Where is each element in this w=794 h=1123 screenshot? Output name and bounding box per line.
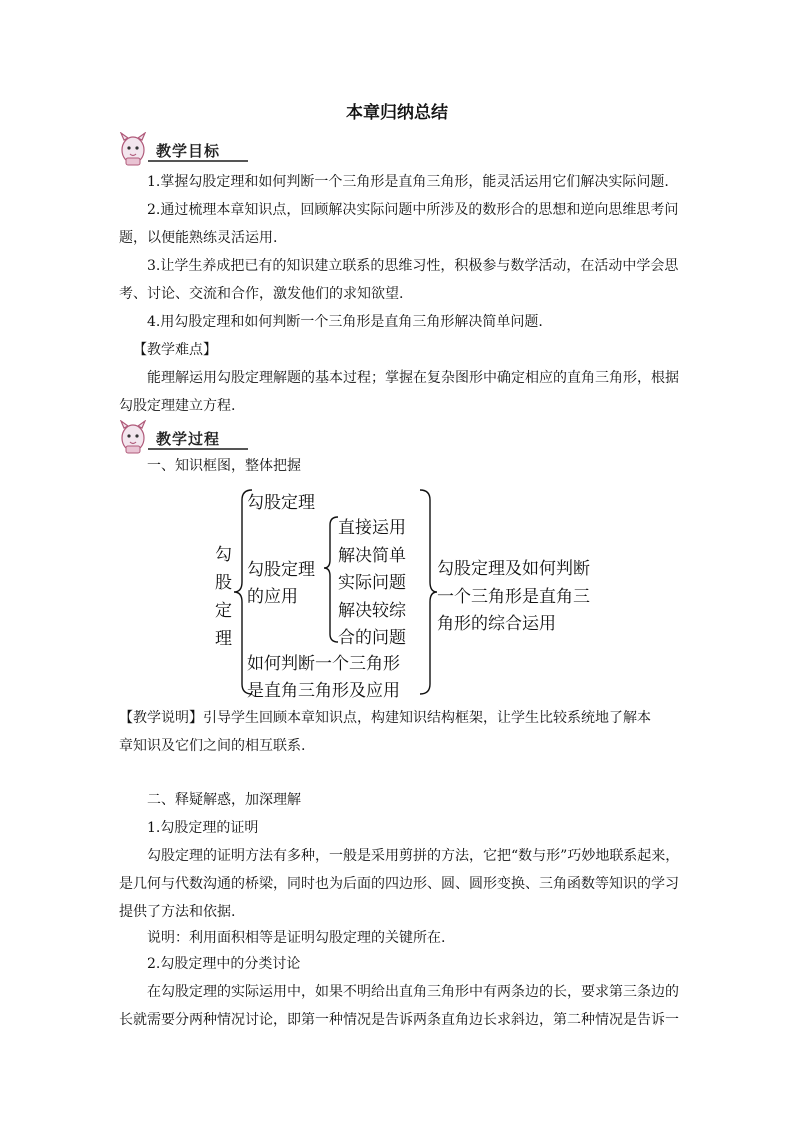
root-char-1: 勾	[215, 545, 232, 565]
root-char-3: 定	[215, 601, 232, 621]
part2-heading: 二、释疑解惑，加深理解	[147, 792, 301, 808]
difficulty-line-2: 勾股定理建立方程.	[119, 398, 236, 414]
difficulty-line-1: 能理解运用勾股定理解题的基本过程；掌握在复杂图形中确定相应的直角三角形，根据	[147, 370, 679, 386]
root-char-2: 股	[215, 573, 232, 593]
item2-body-1: 在勾股定理的实际运用中，如果不明给出直角三角形中有两条边的长，要求第三条边的	[147, 984, 679, 1000]
objective-3-cont: 考、讨论、交流和合作，激发他们的求知欲望.	[119, 286, 404, 302]
item-judge-2: 是直角三角形及应用	[247, 681, 400, 701]
difficulty-heading: 【教学难点】	[133, 342, 217, 358]
brace-main	[234, 490, 252, 694]
cartoon-icon	[118, 132, 148, 166]
objective-2: 2.通过梳理本章知识点，回顾解决实际问题中所涉及的数形合的思想和逆向思维思考问	[147, 202, 679, 218]
cartoon-icon	[118, 420, 148, 454]
item1-body-1: 勾股定理的证明方法有多种，一般是采用剪拼的方法，它把“数与形”巧妙地联系起来，	[147, 848, 680, 864]
item-application-2: 的应用	[247, 587, 298, 607]
section-label: 教学目标	[156, 142, 221, 160]
item1-body-3: 提供了方法和依据.	[119, 904, 236, 920]
result-line-1: 勾股定理及如何判断	[437, 559, 590, 579]
sub-item-1: 直接运用	[338, 518, 406, 538]
objective-1: 1.掌握勾股定理和如何判断一个三角形是直角三角形，能灵活运用它们解决实际问题.	[147, 174, 669, 190]
sub-item-5: 合的问题	[338, 628, 406, 648]
part1-heading: 一、知识框图，整体把握	[147, 458, 301, 474]
item2-body-2: 长就需要分两种情况讨论，即第一种情况是告诉两条直角边长求斜边，第二种情况是告诉一	[119, 1012, 679, 1028]
note-line-2: 章知识及它们之间的相互联系.	[119, 738, 306, 754]
objective-2-cont: 题，以便能熟练灵活运用.	[119, 230, 278, 246]
item1-heading: 1.勾股定理的证明	[147, 820, 259, 836]
brace-sub	[324, 517, 338, 642]
item1-remark: 说明：利用面积相等是证明勾股定理的关键所在.	[147, 930, 446, 946]
objective-4: 4.用勾股定理和如何判断一个三角形是直角三角形解决简单问题.	[147, 314, 543, 330]
section-underline	[148, 448, 248, 450]
item1-body-2: 是几何与代数沟通的桥梁，同时也为后面的四边形、圆、圆形变换、三角函数等知识的学习	[119, 876, 679, 892]
item-application-1: 勾股定理	[247, 560, 315, 580]
objective-3: 3.让学生养成把已有的知识建立联系的思维习性，积极参与数学活动，在活动中学会思	[147, 258, 679, 274]
item-judge-1: 如何判断一个三角形	[247, 654, 400, 674]
sub-item-3: 实际问题	[338, 573, 406, 593]
sub-item-4: 解决较综	[338, 601, 406, 621]
page-title: 本章归纳总结	[346, 103, 448, 123]
note-line-1: 【教学说明】引导学生回顾本章知识点，构建知识结构框架，让学生比较系统地了解本	[119, 710, 651, 726]
section-underline	[148, 160, 248, 162]
result-line-3: 角形的综合运用	[437, 614, 556, 634]
item2-heading: 2.勾股定理中的分类讨论	[147, 956, 301, 972]
section-label: 教学过程	[156, 430, 221, 448]
root-char-4: 理	[215, 629, 232, 649]
result-line-2: 一个三角形是直角三	[437, 587, 590, 607]
section-header-objectives	[118, 132, 248, 168]
brace-right	[420, 490, 437, 694]
item-pythagorean: 勾股定理	[247, 493, 315, 513]
sub-item-2: 解决简单	[338, 546, 406, 566]
section-header-process	[118, 420, 248, 456]
